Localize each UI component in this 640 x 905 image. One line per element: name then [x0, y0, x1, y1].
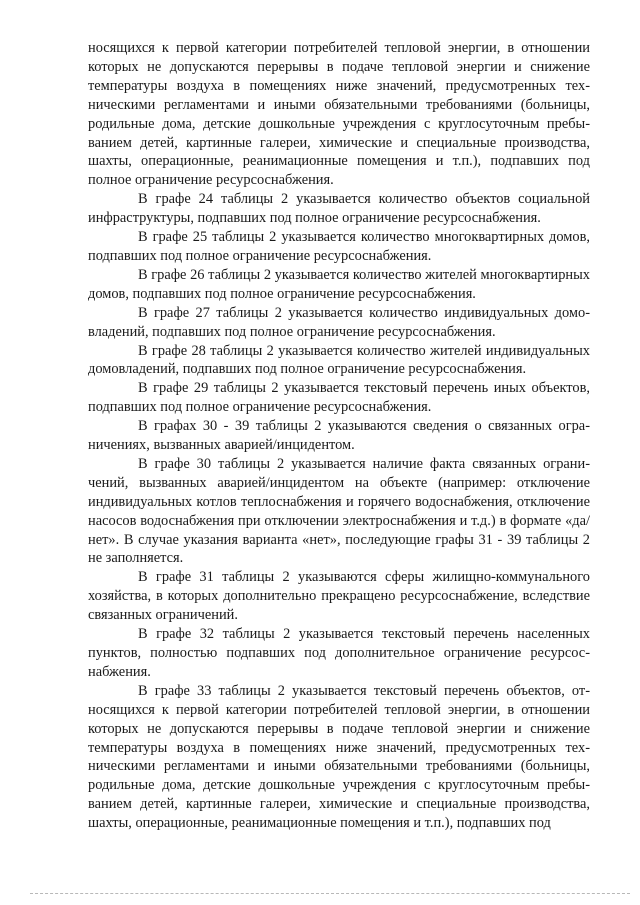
- paragraph-column-27: В графе 27 таблицы 2 указывается количество индивидуальных домовладений, подпавших под полное ограничение ресурсоснабжения.: [88, 304, 590, 340]
- document-body: [88, 39, 590, 833]
- paragraph-column-26: В графе 26 таблицы 2 указывается количество жителей многоквартирных домов, подпавших под полное ограничение ресурсоснабжения.: [88, 266, 590, 302]
- paragraph-column-28: В графе 28 таблицы 2 указывается количество жителей индивидуальных домовладений, подпавших под полное ограничение ресурсоснабжения.: [88, 342, 590, 378]
- paragraph-column-25: В графе 25 таблицы 2 указывается количество многоквартирных домов, подпавших под полное ограничение ресурсоснабжения.: [88, 229, 590, 264]
- paragraph-column-24: В графе 24 таблицы 2 указывается количество объектов социальной инфраструктуры, подпавших под полное ограничение ресурсоснабжения.: [88, 191, 590, 227]
- paragraph-column-32: В графе 32 таблицы 2 указывается текстовый перечень населенных пунктов, полностью подпавших под дополнительное ограничение ресурсоснабжения.: [88, 626, 590, 680]
- paragraph-column-33: В графе 33 таблицы 2 указывается текстовый перечень объектов, относящихся к первой категории потребителей тепловой энергии, в отношении которых не допускаются перерывы в подаче тепловой энергии и снижение температуры воздуха в помещениях ниже значений, предусмотренных техническими регламентами и иными обязательными требованиями (больницы, родильные дома, детские дошкольные учреждения с круглосуточным пребыванием детей, картинные галереи, химические и специальные производства, шахты, операционные, реанимационные помещения и т.п.), подпавших под: [88, 682, 590, 832]
- paragraph-column-29: В графе 29 таблицы 2 указывается текстовый перечень иных объектов, подпавших под полное ограничение ресурсоснабжения.: [88, 380, 590, 416]
- paragraph-continuation: носящихся к первой категории потребителей тепловой энергии, в отношении которых не допускаются перерывы в подаче тепловой энергии и снижение температуры воздуха в помещениях ниже значений, предусмотренных техническими регламентами и иными обязательными требованиями (больницы, родильные дома, детские дошкольные учреждения с круглосуточным пребыванием детей, картинные галереи, химические и специальные производства, шахты, операционные, реанимационные помещения и т.п.), подпавших под полное ограничение ресурсоснабжения.: [88, 40, 590, 189]
- paragraph-columns-30-39: В графах 30 - 39 таблицы 2 указываются сведения о связанных ограничениях, вызванных аварией/инцидентом.: [88, 418, 590, 454]
- scan-edge-line: [30, 893, 630, 894]
- paragraph-column-31: В графе 31 таблицы 2 указываются сферы жилищно-коммунального хозяйства, в которых дополнительно прекращено ресурсоснабжение, вследствие связанных ограничений.: [88, 569, 590, 624]
- paragraph-column-30: В графе 30 таблицы 2 указывается наличие факта связанных ограничений, вызванных аварией/инцидентом на объекте (например: отключение индивидуальных котлов теплоснабжения и горячего водоснабжения, отключение насосов водоснабжения при отключении электроснабжения и т.д.) в формате «да/нет». В случае указания варианта «нет», последующие графы 31 - 39 таблицы 2 не заполняется.: [88, 455, 590, 567]
